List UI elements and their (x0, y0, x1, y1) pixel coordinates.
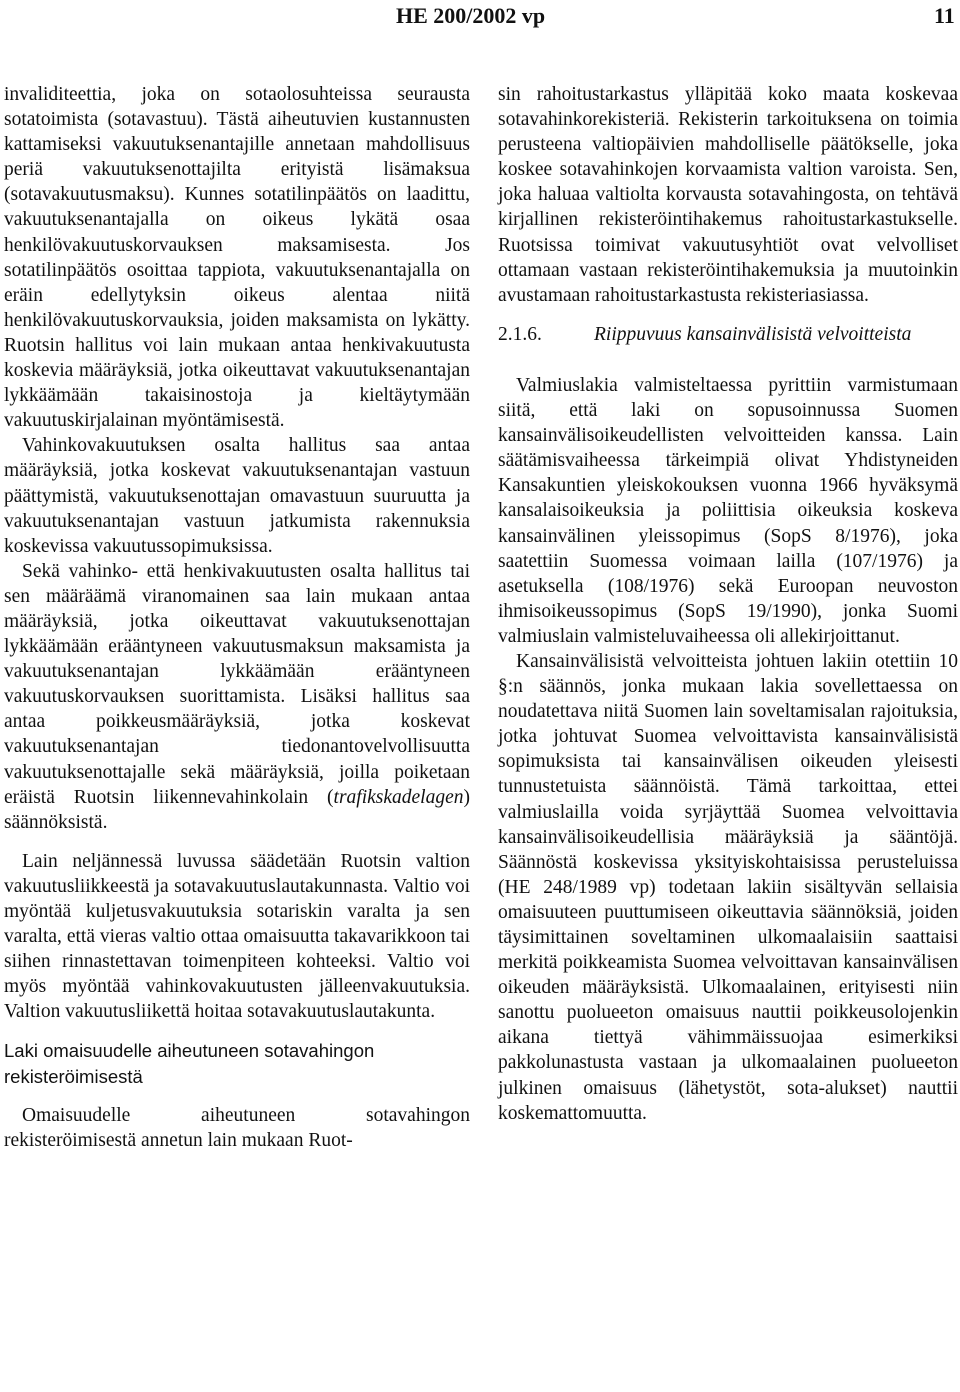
page-header (0, 0, 960, 30)
page-number: 11 (934, 3, 955, 28)
paragraph: Kansainvälisistä velvoitteista johtuen lakiin otettiin 10 §:n säännös, jonka mukaan lakia sovellettaessa on noudatettava niitä Suomen lain soveltamisalan rajoituksia, jotka johtuvat Suomea velvoittavista kansainvälisistä sopimuksista tai kansainvälisen oikeuden yleisesti tunnustetuista säännöistä. Tämä tarkoittaa, ettei valmiuslailla voida syrjäyttää Suomea velvoittavia kansainvälisoikeudellisia määräyksiä ja sääntöjä. Säännöstä koskevissa yksityiskohtaisissa perusteluissa (HE 248/1989 vp) todetaan lakiin sisältyvän sellaisia omaisuuteen puuttumiseen oikeuttavia säännöksiä, joiden täysimittainen soveltaminen ulkomaalaisiin saattaisi merkitä poikkeamista Suomea velvoittavan kansainvälisen oikeuden määräyksistä. Ulkomaalainen, erityisesti niin sanottu puolueeton omaisuus nauttii poikkeusolojenkin aikana tiettyä vähimmäissuojaa esimerkiksi pakkolunastusta vastaan ja ulkomaalainen puolueeton julkinen omaisuus (lähetystöt, sota-alukset) nauttii koskemattomuutta. (498, 650, 958, 1124)
paragraph: sin rahoitustarkastus ylläpitää koko maata koskevaa sotavahinkorekisteriä. Rekisterin tarkoituksena on toimia perusteena valtiopäivien mahdolliselle päätökselle, joka koskee sotavahinkojen korvaamista valtion varoista. Sen, joka haluaa valtiolta korvausta sotavahingosta, on tehtävä kirjallinen rekisteröintihakemus rahoitustarkastukselle. Ruotsissa toimivat vakuutusyhtiöt ovat velvolliset ottamaan vastaan rekisteröintihakemuksia ja muutoinkin avustamaan rahoitustarkastusta rekisteriasiassa. (498, 84, 958, 306)
italic-term: trafikskadelagen (333, 786, 464, 808)
paragraph: Omaisuudelle aiheutuneen sotavahingon rekisteröimisestä annetun lain mukaan Ruot- (4, 1104, 470, 1151)
paragraph-text: ) säännöksistä. (4, 786, 470, 833)
left-column (4, 82, 470, 1153)
section-number: 2.1.6. (498, 323, 542, 345)
right-column (498, 82, 958, 1126)
subsection-heading: Laki omaisuudelle aiheutuneen sotavahingon rekisteröimisestä (4, 1040, 375, 1087)
section-heading (498, 322, 958, 347)
paragraph-text: Sekä vahinko- että henkivakuutusten osalta hallitus tai sen määräämä viranomainen saa lain mukaan antaa määräyksiä, jotka oikeuttavat vakuutuksenottajan lykkäämään erääntyneen vakuutusmaksun maksamista ja vakuutuksenantajan lykkäämään erääntyneen vakuutuskorvauksen suorittamista. Lisäksi hallitus saa antaa poikkeusmääräyksiä, jotka koskevat vakuutuksenantajan tiedonantovelvollisuutta vakuutuksenottajalle sekä määräyksiä, joilla poiketaan eräistä Ruotsin liikennevahinkolain ( (4, 560, 470, 808)
paragraph: Valmiuslakia valmisteltaessa pyrittiin varmistumaan siitä, että laki on sopusoinnussa Suomen kansainvälisoikeudellisten velvoitteiden kanssa. Lain säätämisvaiheessa tärkeimpiä olivat Yhdistyneiden Kansakuntien yleiskokouksen vuonna 1966 hyväksymä kansalaisoikeuksia ja poliittisia oikeuksia koskeva kansainvälinen yleissopimus (SopS 8/1976), joka saatettiin Suomessa voimaan lailla (107/1976) ja asetuksella (108/1976) sekä Euroopan neuvoston ihmisoikeussopimus (SopS 19/1990), jonka Suomi valmiuslain valmisteluvaiheessa oli allekirjoittanut. (498, 374, 958, 647)
paragraph (4, 559, 470, 835)
document-reference: HE 200/2002 vp (396, 3, 546, 28)
paragraph: Vahinkovakuutuksen osalta hallitus saa antaa määräyksiä, jotka koskevat vakuutuksenantajan vastuun päättymistä, vakuutuksenottajan omavastuun suuruutta ja vakuutuksenantajan vastuun jatkumista rakennuksia koskevissa vakuutussopimuksissa. (4, 435, 470, 557)
paragraph: invaliditeettia, joka on sotaolosuhteissa seurausta sotatoimista (sotavastuu). Tästä aiheutuvien kustannusten kattamiseksi vakuutuksenantajille annetaan mahdollisuus periä vakuutuksenottajilta erityistä lisämaksua (sotavakuutusmaksu). Kunnes sotatilinpäätös on laadittu, vakuutuksenantajalla on oikeus lykätä osaa henkilövakuutuskorvauksen maksamisesta. Jos sotatilinpäätös osoittaa tappiota, vakuutuksenantajalla on eräin edellytyksin oikeus alentaa niitä henkilövakuutuskorvauksia, joiden maksamista on lykätty. Ruotsin hallitus voi lain mukaan antaa henkivakuutusta koskevia määräyksiä, jotka oikeuttavat vakuutuksenantajan lykkäämään takaisinostoja ja kieltäytymään vakuutuskirjalainan myöntämisestä. (4, 84, 470, 432)
paragraph: Lain neljännessä luvussa säädetään Ruotsin valtion vakuutusliikkeestä ja sotavakuutuslautakunnasta. Valtio voi myöntää kuljetusvakuutuksia sotariskin varalta ja sen varalta, että vieras valtio ottaa omaisuutta takavarikkoon tai siihen rinnastettavan toimenpiteen kohteeksi. Valtio voi myös myöntää vahinkovakuutusten jälleenvakuutuksia. Valtion vakuutusliikettä hoitaa sotavakuutuslautakunta. (4, 850, 470, 1023)
section-title: Riippuvuus kansainvälisistä velvoitteista (594, 323, 912, 345)
